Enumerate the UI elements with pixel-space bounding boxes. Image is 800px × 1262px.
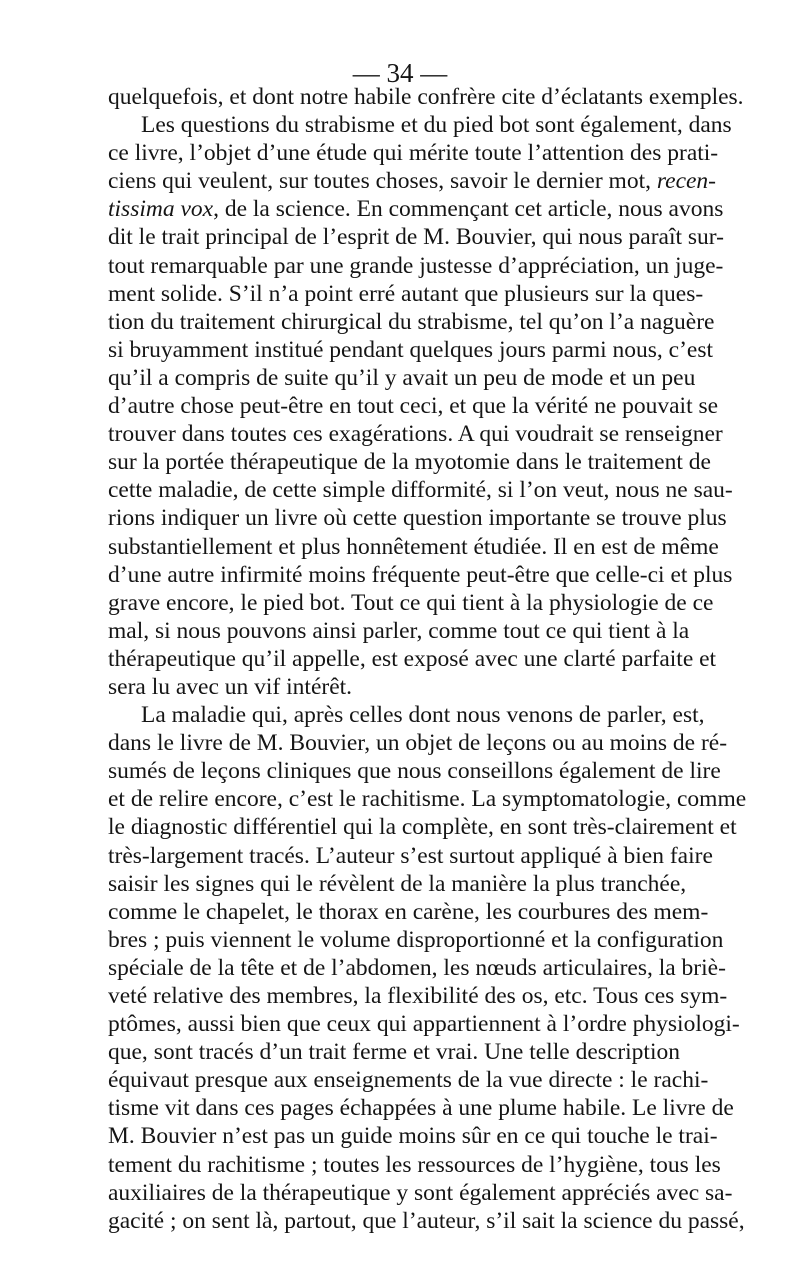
text-line: ce livre, l’objet d’une étude qui mérite toute l’attention des prati- <box>108 140 719 167</box>
text-line: La maladie qui, après celles dont nous venons de parler, est, <box>141 702 705 729</box>
text-line: sera lu avec un vif intérêt. <box>108 673 353 700</box>
text-line: d’une autre infirmité moins fréquente peut-être que celle-ci et plus <box>108 561 733 588</box>
text-line: gacité ; on sent là, partout, que l’auteur, s’il sait la science du passé, <box>108 1207 745 1234</box>
text-line: thérapeutique qu’il appelle, est exposé avec une clarté parfaite et <box>108 645 717 672</box>
text-line: sumés de leçons cliniques que nous conseillons également de lire <box>108 758 721 785</box>
text-line: spéciale de la tête et de l’abdomen, les nœuds articulaires, la briè- <box>108 954 726 981</box>
text-line: dans le livre de M. Bouvier, un objet de leçons ou au moins de ré- <box>108 730 728 757</box>
text-line: grave encore, le pied bot. Tout ce qui tient à la physiologie de ce <box>108 589 714 616</box>
text-line: qu’il a compris de suite qu’il y avait un peu de mode et un peu <box>108 364 696 391</box>
page-number: — 34 — <box>352 58 448 88</box>
text-line: et de relire encore, c’est le rachitisme. La symptomatologie, comme <box>108 786 747 813</box>
text-line: tout remarquable par une grande justesse d’appréciation, un juge- <box>108 252 724 279</box>
text-line: tisme vit dans ces pages échappées à une plume habile. Le livre de <box>108 1095 734 1122</box>
text-line: auxiliaires de la thérapeutique y sont également appréciés avec sa- <box>108 1179 733 1206</box>
text-line: ptômes, aussi bien que ceux qui appartiennent à l’ordre physiologi- <box>108 1011 740 1038</box>
text-line: très-largement tracés. L’auteur s’est surtout appliqué à bien faire <box>108 842 713 869</box>
text-line: tement du rachitisme ; toutes les ressources de l’hygiène, tous les <box>108 1151 721 1178</box>
text-line: cette maladie, de cette simple difformité, si l’on veut, nous ne sau- <box>108 477 733 504</box>
text-line: comme le chapelet, le thorax en carène, les courbures des mem- <box>108 898 709 925</box>
text-line: rions indiquer un livre où cette question importante se trouve plus <box>108 505 727 532</box>
text-line: M. Bouvier n’est pas un guide moins sûr en ce qui touche le trai- <box>108 1123 718 1150</box>
text-line: tissima vox, de la science. En commençant cet article, nous avons <box>108 196 724 223</box>
text-line: si bruyamment institué pendant quelques jours parmi nous, c’est <box>108 336 714 363</box>
text-line: saisir les signes qui le révèlent de la manière la plus tranchée, <box>108 870 687 897</box>
body-text <box>108 83 747 1235</box>
text-line: substantiellement et plus honnêtement étudiée. Il en est de même <box>108 533 719 560</box>
text-line: sur la portée thérapeutique de la myotomie dans le traitement de <box>108 449 711 476</box>
text-line: ment solide. S’il n’a point erré autant que plusieurs sur la ques- <box>108 280 704 307</box>
text-line: bres ; puis viennent le volume disproportionné et la configuration <box>108 926 724 953</box>
text-line: dit le trait principal de l’esprit de M. Bouvier, qui nous paraît sur- <box>108 224 724 251</box>
text-line: équivaut presque aux enseignements de la vue directe : le rachi- <box>108 1067 709 1094</box>
text-line: Les questions du strabisme et du pied bot sont également, dans <box>141 112 732 139</box>
text-line: trouver dans toutes ces exagérations. A qui voudrait se renseigner <box>108 421 723 448</box>
text-line: mal, si nous pouvons ainsi parler, comme tout ce qui tient à la <box>108 617 690 644</box>
text-line: veté relative des membres, la flexibilité des os, etc. Tous ces sym- <box>108 983 728 1009</box>
text-line: tion du traitement chirurgical du strabisme, tel qu’on l’a naguère <box>108 308 715 335</box>
text-line: le diagnostic différentiel qui la complète, en sont très-clairement et <box>108 814 737 841</box>
text-line: d’autre chose peut-être en tout ceci, et que la vérité ne pouvait se <box>108 393 719 420</box>
text-line: quelquefois, et dont notre habile confrère cite d’éclatants exemples. <box>108 84 744 110</box>
text-line: ciens qui veulent, sur toutes choses, savoir le dernier mot, recen- <box>108 168 716 195</box>
text-line: que, sont tracés d’un trait ferme et vrai. Une telle description <box>108 1039 680 1066</box>
